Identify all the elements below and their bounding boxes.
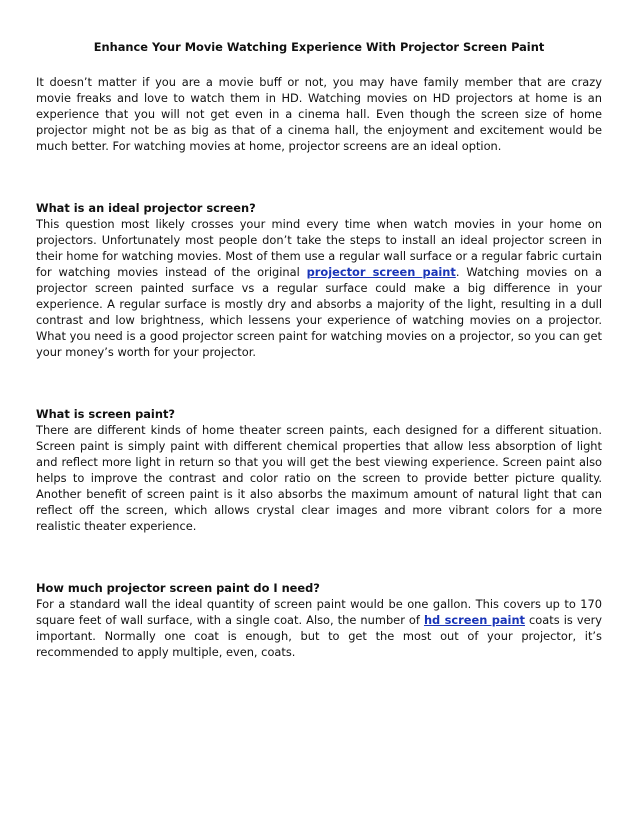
body-text: For a standard wall the ideal quantity of screen paint would be one gallon. This covers up to 170 square feet of wall surface, with a single coat. Also, the number of — [36, 597, 602, 627]
section-heading: How much projector screen paint do I need? — [36, 581, 320, 595]
section-how-much — [36, 580, 602, 660]
section-body — [36, 216, 602, 360]
body-text: . Watching movies on a projector screen painted surface vs a regular surface could make a big difference in your experience. A regular surface is mostly dry and absorbs a majority of the light, resulting in a dull contrast and low brightness, which lessens your experience of watching movies on a projector. What you need is a good projector screen paint for watching movies on a projector, so you can get your money’s worth for your projector. — [36, 265, 603, 359]
body-text: This question most likely crosses your mind every time when watch movies in your home on projectors. Unfortunately most people don’t take the steps to install an ideal projector screen in their home for watching movies. Most of them use a regular wall surface or a regular fabric curtain for watching movies instead of the original — [36, 217, 602, 279]
intro-paragraph: It doesn’t matter if you are a movie buff or not, you may have family member that are crazy movie freaks and love to watch them in HD. Watching movies on HD projectors at home is an experience that you will not get even in a cinema hall. Even though the screen size of home projector might not be as big as that of a cinema hall, the enjoyment and excitement would be much better. For watching movies at home, projector screens are an ideal option. — [36, 75, 602, 153]
section-screen-paint — [36, 406, 602, 534]
section-body — [36, 596, 602, 660]
section-heading: What is screen paint? — [36, 407, 176, 421]
projector-screen-paint-link[interactable]: projector screen paint — [306, 265, 456, 279]
document-title: Enhance Your Movie Watching Experience With Projector Screen Paint — [93, 40, 545, 54]
section-body: There are different kinds of home theater screen paints, each designed for a different situation. Screen paint is simply paint with different chemical properties that allow less absorption of light and reflect more light in return so that you will get the best viewing experience. Screen paint also helps to improve the contrast and color ratio on the screen to provide better picture quality. Another benefit of screen paint is it also absorbs the maximum amount of natural light that can reflect off the screen, which allows crystal clear images and more vibrant colors for a more realistic theater experience. — [36, 423, 602, 533]
body-text: coats is very important. Normally one coat is enough, but to get the most out of your projector, it’s recommended to apply multiple, even, coats. — [36, 613, 603, 659]
section-heading: What is an ideal projector screen? — [36, 201, 256, 215]
hd-screen-paint-link[interactable]: hd screen paint — [423, 613, 525, 627]
section-ideal-screen — [36, 200, 602, 360]
